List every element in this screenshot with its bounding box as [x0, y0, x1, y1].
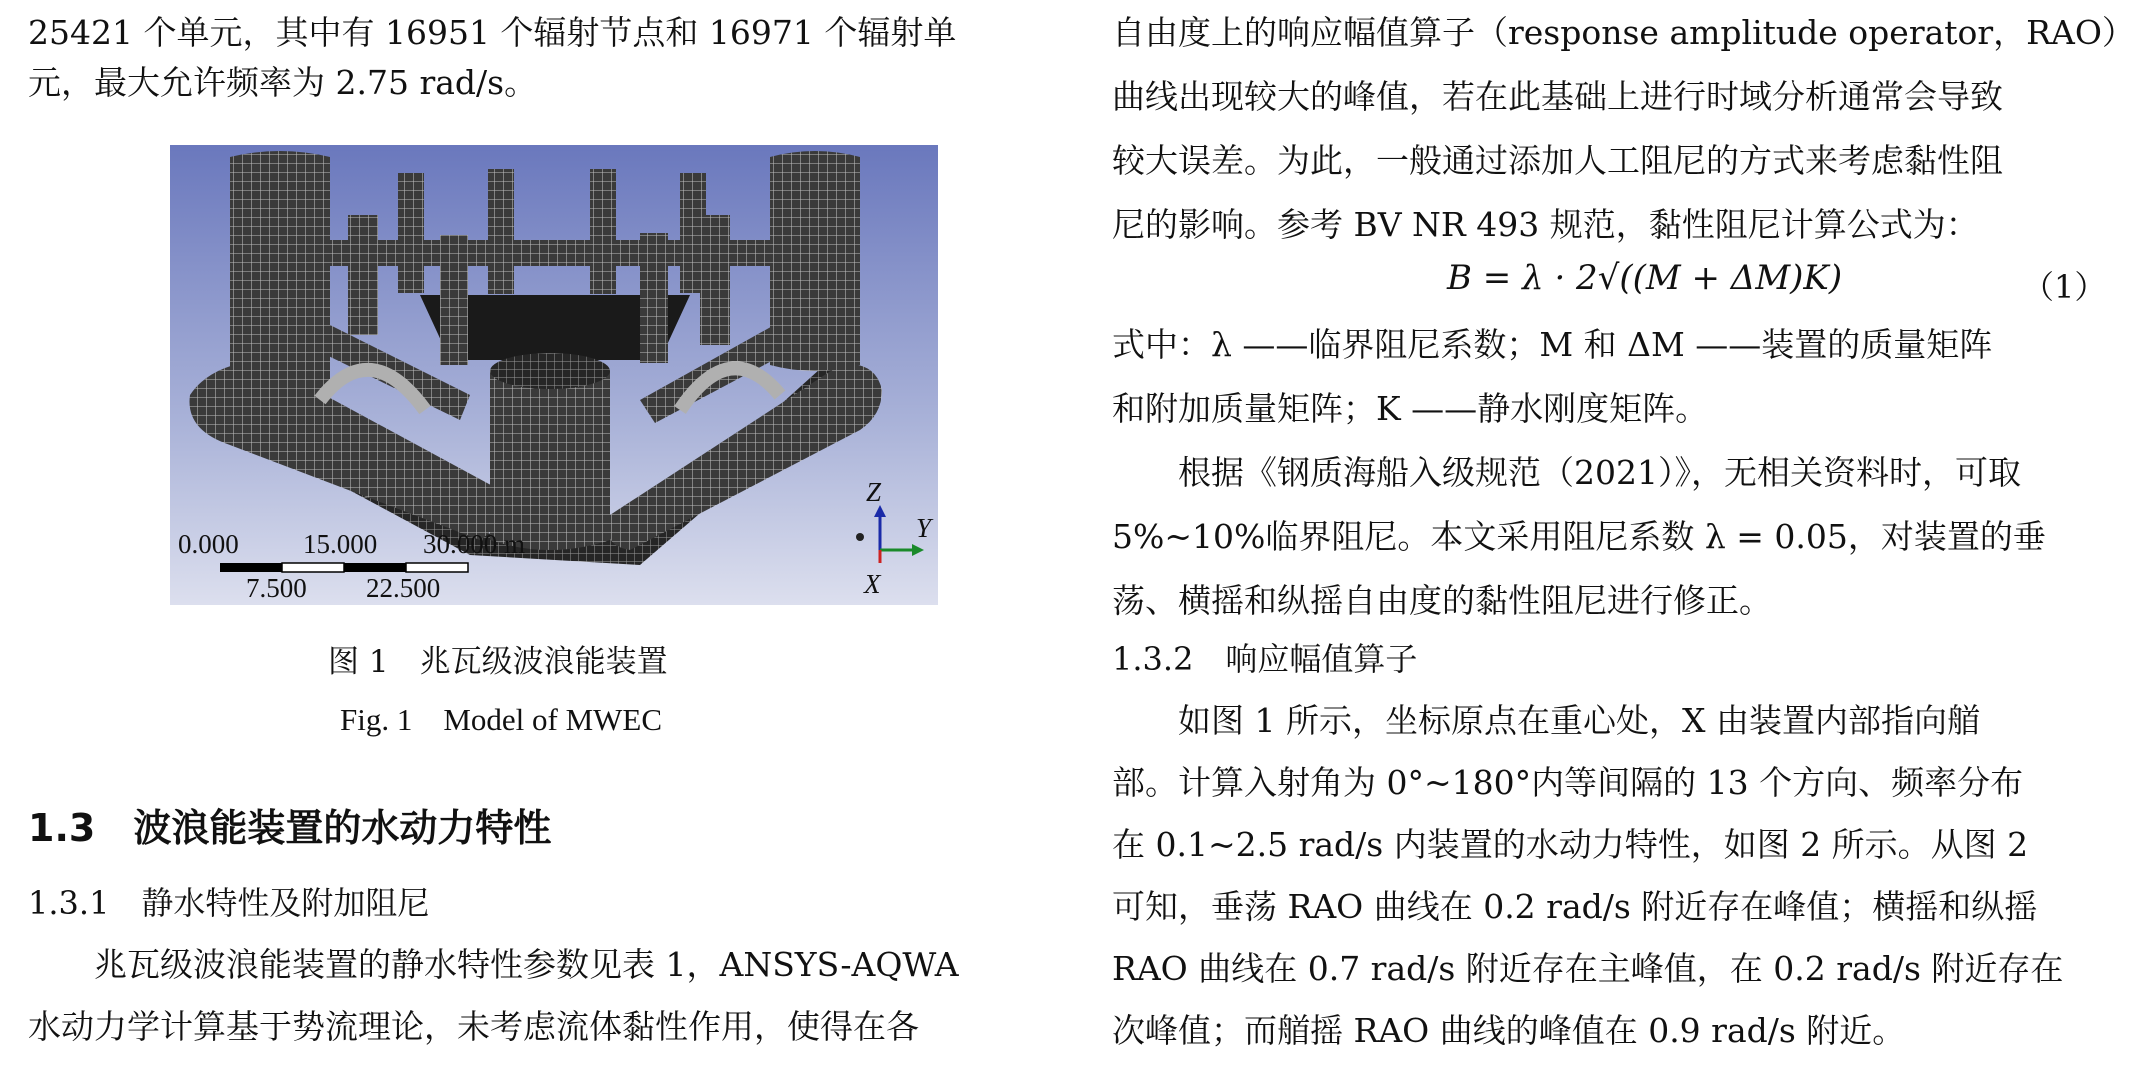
equation-number: （1）	[2022, 268, 2107, 306]
equation: B = λ · 2√((M + ΔM)K)	[1447, 258, 1843, 298]
text-line: RAO 曲线在 0.7 rad/s 附近存在主峰值，在 0.2 rad/s 附近存在	[1112, 949, 2064, 988]
figure-mesh-model	[170, 145, 938, 605]
scale-label-top: 15.000	[303, 529, 378, 559]
scale-label-top: 30.000 m	[423, 529, 526, 559]
section-heading: 1.3 波浪能装置的水动力特性	[28, 806, 552, 850]
text-line: 兆瓦级波浪能装置的静水特性参数见表 1，ANSYS-AQWA	[94, 945, 959, 984]
text-line: 水动力学计算基于势流理论，未考虑流体黏性作用，使得在各	[28, 1007, 919, 1046]
text-line: 在 0.1~2.5 rad/s 内装置的水动力特性，如图 2 所示。从图 2	[1112, 825, 2029, 864]
scale-label-top: 0.000	[178, 529, 239, 559]
text-line: 次峰值；而艏摇 RAO 曲线的峰值在 0.9 rad/s 附近。	[1112, 1011, 1906, 1050]
subsection-heading: 1.3.2 响应幅值算子	[1112, 640, 1418, 678]
text-line: 如图 1 所示，坐标原点在重心处，X 由装置内部指向艏	[1178, 701, 1980, 740]
subsection-heading: 1.3.1 静水特性及附加阻尼	[28, 884, 430, 922]
figure-caption-en: Fig. 1 Model of MWEC	[340, 702, 663, 737]
text-line: 元，最大允许频率为 2.75 rad/s。	[28, 63, 538, 102]
text-line: 尼的影响。参考 BV NR 493 规范，黏性阻尼计算公式为：	[1112, 205, 1979, 244]
text-line: 根据《钢质海船入级规范（2021）》，无相关资料时，可取	[1178, 453, 2021, 492]
scale-label-bottom: 22.500	[366, 573, 441, 603]
text-line: 5%~10%临界阻尼。本文采用阻尼系数 λ = 0.05，对装置的垂	[1112, 517, 2046, 556]
text-line: 和附加质量矩阵；K ——静水刚度矩阵。	[1112, 389, 1709, 428]
axis-label-y: Y	[916, 513, 932, 543]
axis-label-z: Z	[866, 477, 882, 507]
text-line: 曲线出现较大的峰值，若在此基础上进行时域分析通常会导致	[1112, 77, 2003, 116]
text-line: 较大误差。为此，一般通过添加人工阻尼的方式来考虑黏性阻	[1112, 141, 2003, 180]
text-line: 式中：λ ——临界阻尼系数；M 和 ΔM ——装置的质量矩阵	[1112, 325, 1993, 364]
figure-caption-cn: 图 1 兆瓦级波浪能装置	[328, 644, 668, 680]
axis-label-x: X	[864, 569, 881, 599]
scale-label-bottom: 7.500	[246, 573, 307, 603]
text-line: 25421 个单元，其中有 16951 个辐射节点和 16971 个辐射单	[28, 13, 957, 52]
text-line: 自由度上的响应幅值算子（response amplitude operator，RAO）	[1112, 13, 2135, 52]
text-line: 可知，垂荡 RAO 曲线在 0.2 rad/s 附近存在峰值；横摇和纵摇	[1112, 887, 2038, 926]
text-line: 荡、横摇和纵摇自由度的黏性阻尼进行修正。	[1112, 581, 1772, 620]
text-line: 部。计算入射角为 0°~180°内等间隔的 13 个方向、频率分布	[1112, 763, 2024, 802]
